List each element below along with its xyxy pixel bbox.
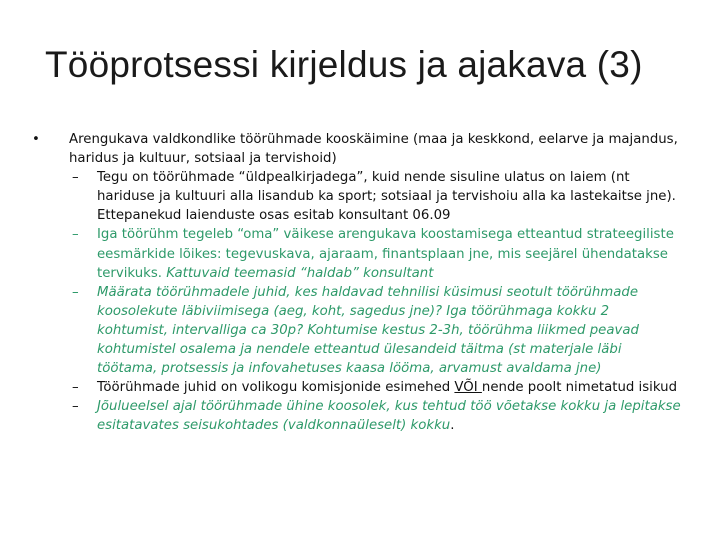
- dash-icon: –: [72, 170, 79, 186]
- sub-bullet-2-text: Iga töörühm tegeleb “oma” väikese arengukava koostamisega etteantud strateegiliste eesmärkide lõikes: tegevuskava, ajaraam, finantsplaan jne, mis seejärel ühendatakse tervikuks.: [97, 227, 674, 281]
- sub-bullet-4-text-after: nende poolt nimetatud isikud: [481, 380, 678, 396]
- sub-bullet-4-text-before: Töörühmade juhid on volikogu komisjonide esimehed: [97, 380, 455, 396]
- sub-bullet-2: [32, 225, 682, 282]
- dash-icon: –: [72, 284, 79, 300]
- sub-bullet-5-period: .: [450, 418, 455, 434]
- sub-bullet-1-text: Tegu on töörühmade “üldpealkirjadega”, kuid nende sisuline ulatus on laiem (nt hariduse ja kultuuri alla lisandub ka sport; sotsiaal ja tervishoiu alla ka lastekaitse jne). Ettepanekud laienduste osas esitab konsultant 06.09: [97, 170, 676, 224]
- sub-bullet-4: [32, 378, 682, 397]
- sub-bullet-5: [32, 397, 682, 435]
- sub-bullet-1: [32, 168, 682, 225]
- sub-bullet-3-text: Määrata töörühmadele juhid, kes haldavad tehnilisi küsimusi seotult töörühmade koosolekute läbiviimisega (aeg, koht, sagedus jne)? Iga töörühmaga kokku 2 kohtumist, intervalliga ca 30p? Kohtumise kestus 2-3h, töörühma liikmed peavad kohtumistel osalema ja nendele etteantud ülesandeid täitma (st materjale läbi töötama, protsessis ja infovahetuses kaasa lööma, arvamust avaldama jne): [97, 284, 639, 377]
- dash-icon: –: [72, 227, 79, 243]
- sub-bullet-3: [32, 283, 682, 378]
- dash-icon: –: [72, 399, 79, 415]
- sub-bullet-5-text: Jõulueelsel ajal töörühmade ühine koosolek, kus tehtud töö võetakse kokku ja lepitakse esitatavates seisukohtades (valdkonnaüleselt) kokku: [97, 399, 681, 434]
- sub-bullet-2-italic-note: Kattuvaid teemasid “haldab” konsultant: [162, 265, 434, 281]
- main-bullet-text: Arengukava valdkondlike töörühmade kooskäimine (maa ja keskkond, eelarve ja majandus, haridus ja kultuur, sotsiaal ja tervishoid): [69, 132, 678, 167]
- bullet-icon: •: [32, 132, 40, 147]
- slide-title: Tööprotsessi kirjeldus ja ajakava (3): [45, 44, 643, 85]
- sub-bullet-4-underlined: VÕI: [454, 380, 482, 396]
- dash-icon: –: [72, 380, 79, 396]
- main-bullet: [32, 130, 682, 168]
- slide-body: [32, 130, 682, 436]
